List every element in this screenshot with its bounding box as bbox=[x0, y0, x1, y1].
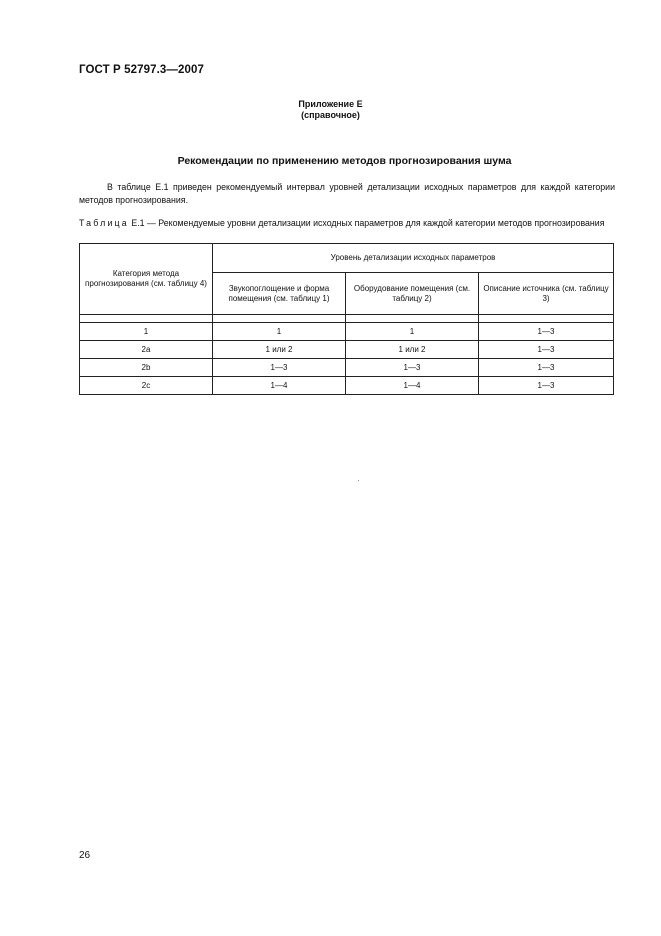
page-number: 26 bbox=[79, 850, 91, 861]
table-gap-row bbox=[80, 315, 614, 323]
table-caption-label: Таблица bbox=[79, 218, 129, 228]
table-cell: 1—4 bbox=[346, 377, 479, 395]
table-row bbox=[80, 341, 614, 359]
appendix-title: Приложение Е bbox=[298, 99, 363, 109]
header-source: Описание источника (см. таблицу 3) bbox=[479, 273, 614, 315]
detail-levels-table bbox=[79, 243, 614, 395]
intro-paragraph: В таблице Е.1 приведен рекомендуемый интервал уровней детализации исходных параметров для каждой категории методов прогнозирования. bbox=[79, 182, 615, 205]
header-equipment: Оборудование помещения (см. таблицу 2) bbox=[346, 273, 479, 315]
section-heading: Рекомендации по применению методов прогнозирования шума bbox=[177, 155, 512, 167]
table-cell: 1—4 bbox=[213, 377, 346, 395]
table-cell: 2a bbox=[80, 341, 213, 359]
appendix-subtitle: (справочное) bbox=[301, 110, 360, 120]
scan-speck bbox=[358, 480, 359, 481]
table-cell: 1—3 bbox=[213, 359, 346, 377]
table-cell: 1 bbox=[80, 323, 213, 341]
table-header-row bbox=[80, 244, 614, 273]
gap-cell bbox=[346, 315, 479, 323]
header-detail-level: Уровень детализации исходных параметров bbox=[213, 244, 614, 273]
table-cell: 1—3 bbox=[479, 377, 614, 395]
table-cell: 1 или 2 bbox=[346, 341, 479, 359]
table-row bbox=[80, 323, 614, 341]
gap-cell bbox=[213, 315, 346, 323]
header-absorption: Звукопоглощение и форма помещения (см. таблицу 1) bbox=[213, 273, 346, 315]
header-category: Категория метода прогнозирования (см. таблицу 4) bbox=[80, 244, 213, 315]
table-row bbox=[80, 359, 614, 377]
table-cell: 1—3 bbox=[479, 359, 614, 377]
table-cell: 1 bbox=[213, 323, 346, 341]
table-cell: 1—3 bbox=[346, 359, 479, 377]
gap-cell bbox=[479, 315, 614, 323]
table-cell: 1 или 2 bbox=[213, 341, 346, 359]
table-caption bbox=[79, 218, 615, 230]
appendix-label bbox=[0, 99, 661, 121]
table-caption-text: Е.1 — Рекомендуемые уровни детализации исходных параметров для каждой категории методов прогнозирования bbox=[131, 218, 605, 228]
document-code: ГОСТ Р 52797.3—2007 bbox=[79, 64, 204, 76]
table-cell: 2b bbox=[80, 359, 213, 377]
gap-cell bbox=[80, 315, 213, 323]
table-row bbox=[80, 377, 614, 395]
table-cell: 1—3 bbox=[479, 323, 614, 341]
table-cell: 2c bbox=[80, 377, 213, 395]
table-cell: 1 bbox=[346, 323, 479, 341]
table-cell: 1—3 bbox=[479, 341, 614, 359]
